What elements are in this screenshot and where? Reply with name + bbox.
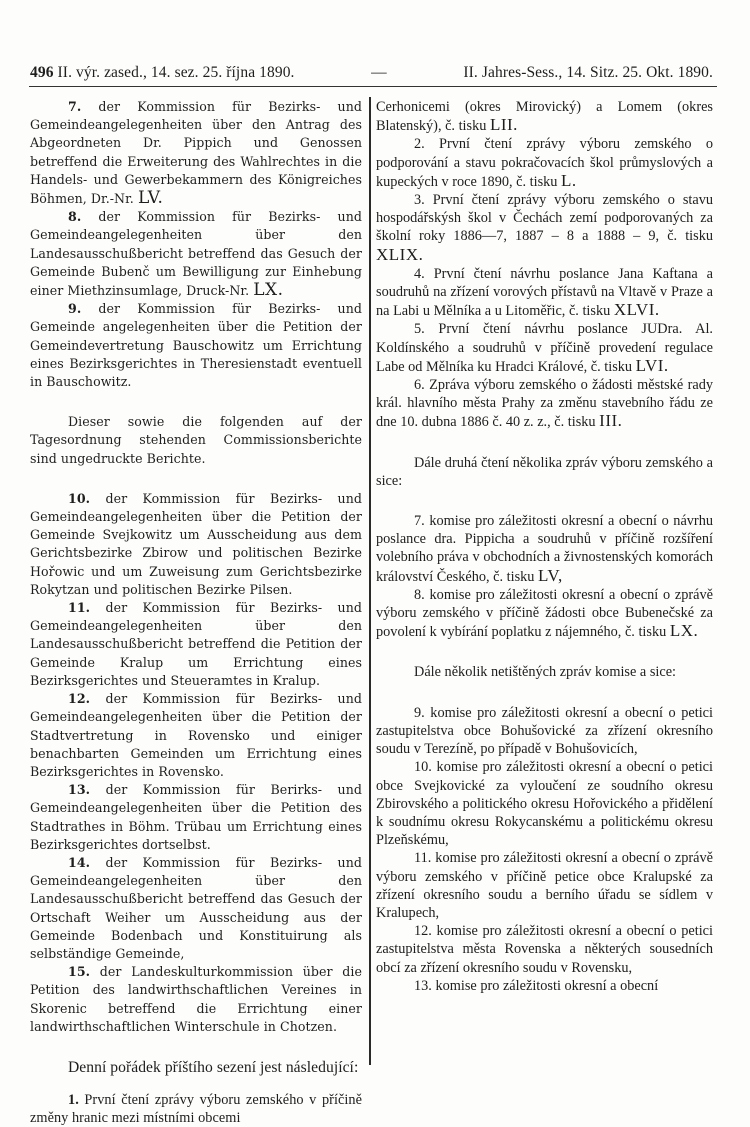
- list-item: [30, 208, 362, 300]
- print-number: LV,: [538, 565, 563, 585]
- print-number: LV.: [137, 188, 164, 209]
- item-text: komise pro záležitosti okresní a obecní o petici obce Svejkovické za vyloučení ze soudního okresu Zbirovského a politického okresu Hořovického a přidělení k soudnímu okresu Rokycanskému a politickému okresu Plzeňskému,: [376, 759, 713, 849]
- column-divider: [369, 97, 371, 1065]
- list-item: [376, 704, 713, 759]
- item-number: 3.: [414, 192, 425, 209]
- item-text: Zpráva výboru zemského o žádosti městské rady král. hlavního města Prahy za změnu stavebního řádu ze dne 10. dubna 1886 č. 40 z. z., č. tisku: [376, 377, 713, 431]
- item-number: 11.: [68, 600, 91, 616]
- note-paragraph: Dieser sowie die folgenden auf der Tagesordnung stehenden Commissionsberichte sind ungedruckte Berichte.: [30, 414, 362, 466]
- item-number: 8.: [414, 586, 425, 603]
- item-text: der Kommission für Bezirks- und Gemeindeangelegenheiten über den Landesausschußbericht betreffend die Petition der Gemeinde Kralup um Errichtung eines Bezirksgerichtes und Steueramtes in Kralup.: [30, 600, 362, 688]
- list-item: [376, 586, 713, 642]
- item-text: der Kommission für Bezirks- und Gemeindeangelegenheiten über den Antrag des Abgeordneten Dr. Pippich und Genossen betreffend die Erweiterung des Wahlrechtes in die Handels- und Gewerbekammern des Königreiches Böhmen, Dr.-Nr.: [30, 99, 362, 207]
- item-number: 15.: [68, 964, 91, 980]
- list-item: [376, 135, 713, 191]
- print-number: XLIX.: [376, 244, 424, 264]
- item-text: První čtení návrhu poslance Jana Kaftana a soudruhů na zřízení vorových přístavů na Vltavě v Praze a na Labi u Mělníka a u Litoměřic, č. tisku: [376, 265, 714, 320]
- item-number: 7.: [68, 99, 82, 114]
- item-number: 12.: [414, 923, 432, 940]
- item-number: 9.: [68, 301, 82, 317]
- list-item: [30, 854, 362, 963]
- header-czech: [30, 64, 295, 82]
- item-text: První čtení zprávy výboru zemského o podporování a stavu pokračovacích škol průmyslových a kupeckých v roce 1890, č. tisku: [376, 136, 713, 190]
- continuation-paragraph: [376, 98, 713, 135]
- item-text: der Kommission für Bezirks- und Gemeinde angelegenheiten über die Petition der Gemeindevertretung Bauschowitz um Errichtung eines Bezirksgerichtes in Theresienstadt eventuell in Bauschowitz.: [30, 301, 362, 390]
- item-text: komise pro záležitosti okresní a obecní o zprávě výboru zemského v příčině petice obce Kralupské za zřízení okresního soudu a berního úřadu se sídlem v Kralupech,: [376, 850, 713, 921]
- right-column: [376, 98, 713, 995]
- print-number: L.: [561, 170, 577, 190]
- list-item: [30, 98, 362, 208]
- item-text: komise pro záležitosti okresní a obecní o petici zastupitelstva města Rovenska a některých sousedních obcí za zřízení okresního soudu v Rovensku,: [376, 923, 713, 976]
- print-number: LII.: [489, 115, 518, 135]
- unprinted-intro: Dále několik netištěných zpráv komise a sice:: [414, 664, 677, 681]
- item-number: 9.: [414, 704, 425, 721]
- list-item: [376, 376, 713, 432]
- item-text: der Kommission für Bezirks- und Gemeindeangelegenheiten über die Petition der Gemeinde Svejkowitz um Ausscheidung aus dem Gerichtsbezirke Zbirow und politischen Bezirke Hořowic und um Zuweisung zum Gerichtsbezirke Rokytzan und politischen Bezirke Pilsen.: [30, 490, 362, 597]
- item-text: První čtení zprávy výboru zemského v příčině změny hranic mezi místními obcemi: [30, 1091, 362, 1127]
- item-text: der Kommission für Bezirks- und Gemeindeangelegenheiten über die Petition der Stadtvertretung in Rovensko und einiger benachbarten Gemeinden um Errichtung eines Bezirksgerichtes in Rovensko.: [30, 691, 362, 779]
- item-text: Cerhonicemi (okres Mirovický) a Lomem (okres Blatenský), č. tisku: [376, 99, 713, 135]
- list-item: [376, 849, 713, 922]
- print-number: LX.: [669, 621, 699, 641]
- item-number: 13.: [414, 977, 432, 994]
- item-text: komise pro záležitosti okresní a obecní o zprávě výboru zemského v příčině žádosti obce Bubenečské za povolení k vybírání poplatku z nájemného, č. tisku: [376, 586, 714, 641]
- list-item: [376, 320, 713, 376]
- second-reading-intro: Dále druhá čtení několika zpráv výboru zemského a sice:: [376, 454, 713, 489]
- item-number: 2.: [414, 136, 425, 153]
- print-number: XLVI.: [613, 300, 660, 320]
- list-item: [30, 781, 362, 854]
- header-czech-session: II. výr. zased., 14. sez. 25. října 1890.: [57, 64, 295, 81]
- running-header: [30, 64, 713, 82]
- list-item: [30, 1091, 362, 1127]
- left-column: [30, 98, 362, 1127]
- item-text: komise pro záležitosti okresní a obecní: [435, 977, 659, 994]
- list-item: [30, 300, 362, 391]
- item-number: 10.: [414, 759, 432, 776]
- list-item: [30, 963, 362, 1036]
- item-text: komise pro záležitosti okresní a obecní o návrhu poslance dra. Pippicha a soudruhů v příčině rozšíření volebního práva v obchodních a živnostenských komorách království Českého, č. tisku: [376, 513, 713, 585]
- print-number: LVI.: [635, 355, 669, 375]
- item-number: 12.: [68, 691, 91, 707]
- item-number: 6.: [414, 377, 425, 394]
- item-number: 13.: [68, 782, 91, 798]
- item-number: 1.: [68, 1091, 79, 1108]
- agenda-heading: Denní pořádek příštího sezení jest následující:: [68, 1058, 359, 1076]
- print-number: LX.: [253, 280, 284, 301]
- list-item: [376, 512, 713, 586]
- item-text: První čtení návrhu poslance JUDra. Al. Koldínského a soudruhů v příčině provedení regulace Labe od Mělníka ku Hradci Králové, č. tisku: [376, 321, 713, 375]
- item-text: der Kommission für Berirks- und Gemeindeangelegenheiten über die Petition des Stadtrathes in Böhm. Trübau um Errichtung eines Bezirksgerichtes dortselbst.: [30, 782, 362, 852]
- item-text: der Kommission für Bezirks- und Gemeindeangelegenheiten über den Landesausschußbericht betreffend das Gesuch der Gemeinde Bubenč um Bewilligung zur Einhebung einer Miethzinsumlage, Druck-Nr.: [30, 209, 362, 299]
- list-item: [376, 977, 713, 995]
- item-number: 5.: [414, 321, 425, 338]
- header-dash: —: [371, 64, 387, 81]
- page-number: 496: [30, 64, 54, 81]
- item-number: 14.: [68, 854, 91, 870]
- item-number: 4.: [414, 265, 425, 282]
- list-item: [376, 265, 713, 321]
- list-item: [376, 922, 713, 977]
- list-item: [376, 758, 713, 849]
- print-number: III.: [599, 411, 623, 431]
- item-number: 11.: [414, 850, 432, 867]
- item-number: 8.: [68, 209, 82, 225]
- item-text: První čtení zprávy výboru zemského o stavu hospodářskýsh škol v Čechách zemí podporovaných za školní roky 1886—7, 1887 – 8 a 1888 – 9, č. tisku: [376, 192, 714, 245]
- list-item: [30, 599, 362, 690]
- item-text: der Landeskulturkommission über die Petition des landwirthschaftlichen Vereines in Skorenic betreffend die Errichtung einer landwirthschaftlichen Winterschule in Chotzen.: [30, 964, 362, 1034]
- item-number: 10.: [68, 490, 91, 506]
- list-item: [30, 690, 362, 781]
- item-text: komise pro záležitosti okresní a obecní o petici zastupitelstva obce Bohušovické za zřízení okresního soudu v Terezíně, po případě v Bohušovicích,: [376, 704, 713, 758]
- item-text: der Kommission für Bezirks- und Gemeindeangelegenheiten über den Landesausschußbericht betreffend das Gesuch der Ortschaft Weiher um Ausscheidung aus der Gemeinde Bodenbach und Konstituirung als selbständige Gemeinde,: [30, 854, 362, 961]
- list-item: [30, 490, 362, 599]
- item-number: 7.: [414, 513, 425, 530]
- header-german-session: II. Jahres-Sess., 14. Sitz. 25. Okt. 1890.: [463, 64, 713, 81]
- header-rule: [29, 86, 717, 87]
- list-item: [376, 191, 713, 265]
